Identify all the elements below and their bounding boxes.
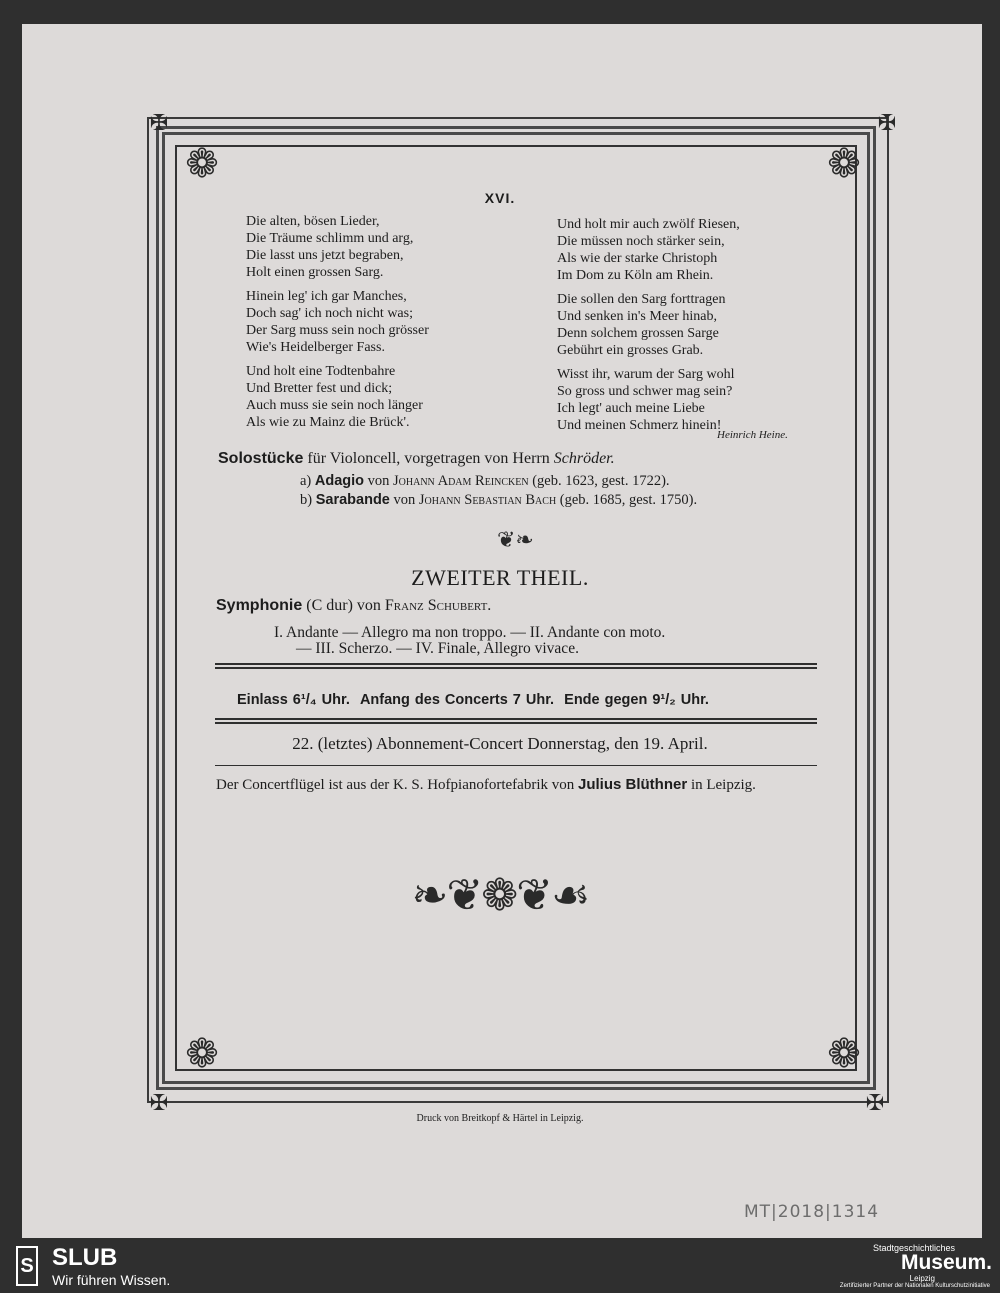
poem-line: Die müssen noch stärker sein, xyxy=(557,234,725,249)
corner-flourish-icon: ✠ xyxy=(149,110,169,135)
stanza xyxy=(557,216,740,284)
double-rule xyxy=(215,718,817,724)
composer-name: Johann Sebastian Bach xyxy=(418,492,557,508)
composer-name: Franz Schubert. xyxy=(384,597,492,614)
stanza xyxy=(557,291,740,359)
next-concert-line: 22. (letztes) Abonnement-Concert Donnerstag, den 19. April. xyxy=(292,734,708,753)
item-marker: a) xyxy=(300,473,312,489)
poem-line: Die sollen den Sarg forttragen xyxy=(557,292,726,307)
stanza xyxy=(246,288,429,356)
poem-line: Auch muss sie sein noch länger xyxy=(246,398,423,413)
scroll-flourish-ornament-icon: ❧❦❁❦☙ xyxy=(411,871,589,920)
poem-left-column xyxy=(246,213,429,438)
poem-line: Wie's Heidelberger Fass. xyxy=(246,340,385,355)
symphony-key: (C dur) von xyxy=(302,597,385,614)
anfang-time: Anfang des Concerts 7 Uhr. xyxy=(359,692,555,708)
einlass-time: Einlass 6¹/₄ Uhr. xyxy=(237,692,350,708)
stanza xyxy=(246,363,429,431)
poem-line: Wisst ihr, warum der Sarg wohl xyxy=(557,367,735,382)
movements-line: I. Andante –– Allegro ma non troppo. — II. Andante con moto. xyxy=(274,624,666,641)
poem-line: Der Sarg muss sein noch grösser xyxy=(246,323,429,338)
single-rule xyxy=(215,765,817,766)
item-marker: b) xyxy=(300,492,313,508)
poem-line: Und Bretter fest und dick; xyxy=(246,381,393,396)
museum-city: Leipzig xyxy=(909,1274,935,1283)
piano-maker: Julius Blüthner xyxy=(578,776,688,793)
work-title: Sarabande xyxy=(315,492,390,508)
double-rule xyxy=(215,663,817,669)
corner-rosette-icon: ❁ xyxy=(827,141,861,186)
composer-dates: (geb. 1685, gest. 1750). xyxy=(556,492,698,508)
poem-line: Ich legt' auch meine Liebe xyxy=(557,401,705,416)
museum-logo[interactable]: Museum. xyxy=(900,1251,992,1274)
poem-line: Im Dom zu Köln am Rhein. xyxy=(557,268,714,283)
work-title: Adagio xyxy=(314,473,365,489)
corner-rosette-icon: ❁ xyxy=(185,1031,219,1076)
poem-line: Als wie zu Mainz die Brück'. xyxy=(246,415,410,430)
poem-right-column xyxy=(557,216,740,441)
poem-line: Und holt eine Todtenbahre xyxy=(246,364,396,379)
stanza xyxy=(557,366,740,434)
slub-name[interactable]: SLUB xyxy=(52,1244,118,1271)
piano-note-text: Der Concertflügel ist aus der K. S. Hofpianofortefabrik von xyxy=(216,777,578,793)
piano-note xyxy=(216,776,756,794)
ende-time: Ende gegen 9¹/₂ Uhr. xyxy=(564,692,709,708)
museum-certification: Zertifizierter Partner der Nationalen Kulturschutzinitiative xyxy=(839,1283,990,1289)
section-number: XVI. xyxy=(484,190,516,206)
museum-label-top: Stadtgeschichtliches xyxy=(872,1243,955,1253)
poem-author: Heinrich Heine. xyxy=(717,429,788,441)
poem-line: Doch sag' ich noch nicht was; xyxy=(246,306,413,321)
solo-item xyxy=(300,492,697,509)
poem-line: Die alten, bösen Lieder, xyxy=(246,214,380,229)
item-by: von xyxy=(364,473,394,489)
solo-text: für Violoncell, vorgetragen von Herrn xyxy=(303,450,554,467)
poem-line: Hinein leg' ich gar Manches, xyxy=(246,289,407,304)
solo-title: Solostücke xyxy=(218,450,304,467)
composer-dates: (geb. 1623, gest. 1722). xyxy=(528,473,670,489)
solo-heading xyxy=(218,450,615,468)
item-by: von xyxy=(389,492,419,508)
times-line xyxy=(237,692,709,708)
poem-line: So gross und schwer mag sein? xyxy=(557,384,733,399)
solo-item xyxy=(300,473,670,490)
solo-performer: Schröder. xyxy=(553,450,615,467)
poem-line: Die Träume schlimm und arg, xyxy=(246,231,414,246)
poem-line: Und senken in's Meer hinab, xyxy=(557,309,717,324)
symphony-title: Symphonie xyxy=(216,597,303,614)
corner-rosette-icon: ❁ xyxy=(827,1031,861,1076)
poem-line: Holt einen grossen Sarg. xyxy=(246,265,384,280)
slub-tagline: Wir führen Wissen. xyxy=(52,1272,171,1288)
corner-flourish-icon: ✠ xyxy=(149,1090,169,1115)
symphony-heading xyxy=(216,597,491,615)
poem-line: Und holt mir auch zwölf Riesen, xyxy=(557,217,740,232)
piano-note-text: in Leipzig. xyxy=(687,777,756,793)
corner-flourish-icon: ✠ xyxy=(877,110,897,135)
floral-sprig-icon: ❦❧ xyxy=(497,527,534,552)
composer-name: Johann Adam Reincken xyxy=(393,473,529,489)
slub-logo-icon[interactable]: S xyxy=(16,1246,38,1286)
corner-rosette-icon: ❁ xyxy=(185,141,219,186)
poem-line: Als wie der starke Christoph xyxy=(557,251,718,266)
poem-line: Und meinen Schmerz hinein! xyxy=(557,418,722,433)
movements-line: — III. Scherzo. — IV. Finale, Allegro vivace. xyxy=(296,640,579,657)
poem-line: Denn solchem grossen Sarge xyxy=(557,326,719,341)
poem-line: Die lasst uns jetzt begraben, xyxy=(246,248,404,263)
printer-imprint: Druck von Breitkopf & Härtel in Leipzig. xyxy=(416,1113,584,1124)
poem-line: Gebührt ein grosses Grab. xyxy=(557,343,704,358)
footer-bar xyxy=(0,1240,1000,1293)
corner-flourish-icon: ✠ xyxy=(865,1090,885,1115)
call-number: MT|2018|1314 xyxy=(744,1202,880,1222)
part-two-heading: ZWEITER THEIL. xyxy=(411,565,589,590)
stanza xyxy=(246,213,429,281)
